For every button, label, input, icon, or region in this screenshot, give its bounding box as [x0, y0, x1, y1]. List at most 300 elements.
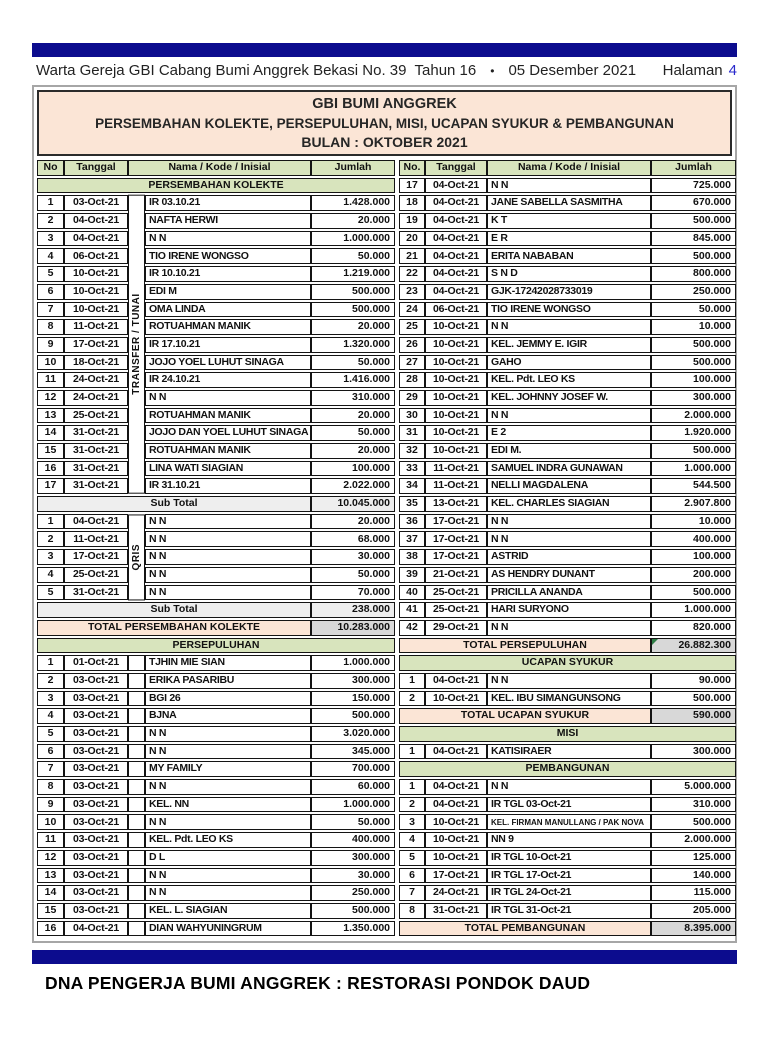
total-persepuluhan-label: TOTAL PERSEPULUHAN [399, 638, 651, 654]
row-name: DIAN WAHYUNINGRUM [145, 921, 311, 937]
col-header-no: No. [399, 160, 425, 176]
church-name: GBI BUMI ANGGREK [312, 96, 457, 112]
row-name: IR 17.10.21 [145, 337, 311, 353]
row-name: KEL. IBU SIMANGUNSONG [487, 691, 651, 707]
row-date: 31-Oct-21 [64, 585, 128, 601]
row-no: 39 [399, 567, 425, 583]
row-name: S N D [487, 266, 651, 282]
page-label: Halaman [662, 62, 723, 79]
row-date: 17-Oct-21 [425, 531, 487, 547]
col-header-jumlah: Jumlah [311, 160, 395, 176]
row-no: 6 [37, 744, 64, 760]
row-date: 04-Oct-21 [425, 231, 487, 247]
row-date: 04-Oct-21 [425, 779, 487, 795]
col-header-tanggal: Tanggal [425, 160, 487, 176]
row-name: KATISIRAER [487, 744, 651, 760]
row-no: 1 [399, 779, 425, 795]
row-name: EDI M. [487, 443, 651, 459]
total-ucapan-syukur-label: TOTAL UCAPAN SYUKUR [399, 708, 651, 724]
total-row [399, 921, 736, 937]
row-no: 1 [37, 514, 64, 530]
spacer-cell [128, 903, 145, 919]
row-amount: 90.000 [651, 673, 736, 689]
row-no: 17 [37, 478, 64, 494]
total-row [37, 620, 395, 636]
row-amount: 500.000 [651, 814, 736, 830]
row-no: 10 [37, 814, 64, 830]
report-title-block [37, 90, 732, 156]
row-no: 2 [399, 797, 425, 813]
table-row [37, 425, 395, 441]
table-row [399, 248, 736, 264]
spacer-cell [128, 691, 145, 707]
row-no: 14 [37, 425, 64, 441]
report-frame [32, 85, 737, 943]
row-date: 11-Oct-21 [425, 461, 487, 477]
row-amount: 500.000 [651, 337, 736, 353]
row-amount: 500.000 [651, 443, 736, 459]
row-date: 06-Oct-21 [425, 302, 487, 318]
row-amount: 250.000 [311, 885, 395, 901]
row-amount: 1.000.000 [651, 461, 736, 477]
total-kolekte-value: 10.283.000 [311, 620, 395, 636]
row-no: 16 [37, 921, 64, 937]
row-date: 04-Oct-21 [425, 673, 487, 689]
row-amount: 1.000.000 [311, 231, 395, 247]
row-name: N N [145, 585, 311, 601]
bottom-navy-bar [32, 950, 737, 964]
row-amount: 300.000 [651, 744, 736, 760]
row-date: 03-Oct-21 [64, 814, 128, 830]
row-amount: 544.500 [651, 478, 736, 494]
row-name: BJNA [145, 708, 311, 724]
row-amount: 200.000 [651, 567, 736, 583]
table-row [399, 797, 736, 813]
table-row [37, 655, 395, 671]
table-row [399, 319, 736, 335]
row-amount: 500.000 [651, 355, 736, 371]
row-date: 01-Oct-21 [64, 655, 128, 671]
row-no: 4 [37, 248, 64, 264]
row-no: 11 [37, 372, 64, 388]
table-row [399, 885, 736, 901]
row-amount: 5.000.000 [651, 779, 736, 795]
row-amount: 100.000 [311, 461, 395, 477]
table-row [37, 567, 395, 583]
section-header-pembangunan: PEMBANGUNAN [399, 761, 736, 777]
row-name: LINA WATI SIAGIAN [145, 461, 311, 477]
row-amount: 30.000 [311, 549, 395, 565]
row-name: ERIKA PASARIBU [145, 673, 311, 689]
row-amount: 700.000 [311, 761, 395, 777]
table-row [399, 514, 736, 530]
table-row [399, 868, 736, 884]
row-name: ROTUAHMAN MANIK [145, 443, 311, 459]
table-row [399, 408, 736, 424]
row-no: 16 [37, 461, 64, 477]
row-amount: 1.350.000 [311, 921, 395, 937]
row-amount: 10.000 [651, 319, 736, 335]
row-date: 03-Oct-21 [64, 779, 128, 795]
section-row [399, 761, 736, 777]
section-row [399, 726, 736, 742]
row-no: 15 [37, 903, 64, 919]
row-no: 3 [37, 231, 64, 247]
row-amount: 820.000 [651, 620, 736, 636]
row-date: 10-Oct-21 [64, 266, 128, 282]
table-row [399, 461, 736, 477]
row-amount: 500.000 [651, 213, 736, 229]
row-no: 40 [399, 585, 425, 601]
row-name: IR 10.10.21 [145, 266, 311, 282]
row-no: 2 [399, 691, 425, 707]
total-ucapan-syukur-value: 590.000 [651, 708, 736, 724]
row-date: 10-Oct-21 [64, 284, 128, 300]
row-name: NAFTA HERWI [145, 213, 311, 229]
row-no: 11 [37, 832, 64, 848]
table-row [37, 443, 395, 459]
table-row [399, 814, 736, 830]
row-amount: 125.000 [651, 850, 736, 866]
row-amount: 1.920.000 [651, 425, 736, 441]
table-row [37, 832, 395, 848]
row-amount: 2.022.000 [311, 478, 395, 494]
table-row [37, 761, 395, 777]
row-name: IR 03.10.21 [145, 195, 311, 211]
subtotal-value: 10.045.000 [311, 496, 395, 512]
row-no: 36 [399, 514, 425, 530]
spacer-cell [128, 814, 145, 830]
spacer-cell [128, 832, 145, 848]
row-name: N N [487, 408, 651, 424]
row-no: 12 [37, 390, 64, 406]
row-no: 34 [399, 478, 425, 494]
subtotal-row [37, 602, 395, 618]
row-no: 9 [37, 797, 64, 813]
row-date: 04-Oct-21 [425, 213, 487, 229]
table-row [399, 549, 736, 565]
row-no: 2 [37, 531, 64, 547]
row-date: 10-Oct-21 [425, 355, 487, 371]
row-name: TIO IRENE WONGSO [145, 248, 311, 264]
row-amount: 20.000 [311, 319, 395, 335]
table-row [399, 284, 736, 300]
table-row [37, 284, 395, 300]
tables-container [37, 158, 732, 938]
col-header-no: No [37, 160, 64, 176]
table-row [37, 850, 395, 866]
row-name: IR 31.10.21 [145, 478, 311, 494]
row-date: 03-Oct-21 [64, 726, 128, 742]
row-no: 8 [37, 319, 64, 335]
row-date: 21-Oct-21 [425, 567, 487, 583]
row-name: ROTUAHMAN MANIK [145, 408, 311, 424]
row-no: 29 [399, 390, 425, 406]
row-no: 4 [37, 708, 64, 724]
row-date: 10-Oct-21 [425, 832, 487, 848]
table-row [399, 832, 736, 848]
table-row [37, 885, 395, 901]
row-name: N N [487, 319, 651, 335]
table-row [37, 903, 395, 919]
row-name: KEL. CHARLES SIAGIAN [487, 496, 651, 512]
row-date: 10-Oct-21 [425, 850, 487, 866]
table-row [37, 797, 395, 813]
row-date: 03-Oct-21 [64, 691, 128, 707]
row-date: 24-Oct-21 [64, 390, 128, 406]
table-row [37, 585, 395, 601]
row-amount: 800.000 [651, 266, 736, 282]
row-date: 03-Oct-21 [64, 850, 128, 866]
row-date: 04-Oct-21 [425, 178, 487, 194]
row-name: KEL. Pdt. LEO KS [145, 832, 311, 848]
col-header-jumlah: Jumlah [651, 160, 736, 176]
row-name: N N [487, 673, 651, 689]
table-row [37, 337, 395, 353]
table-row [399, 585, 736, 601]
row-date: 03-Oct-21 [64, 708, 128, 724]
table-row [399, 602, 736, 618]
row-date: 10-Oct-21 [425, 390, 487, 406]
row-amount: 310.000 [311, 390, 395, 406]
row-name: ASTRID [487, 549, 651, 565]
table-row [37, 461, 395, 477]
row-no: 7 [399, 885, 425, 901]
table-row [37, 691, 395, 707]
row-name: IR TGL 31-Oct-21 [487, 903, 651, 919]
row-amount: 300.000 [651, 390, 736, 406]
row-no: 10 [37, 355, 64, 371]
subtotal-value: 238.000 [311, 602, 395, 618]
row-no: 1 [399, 673, 425, 689]
table-row [37, 319, 395, 335]
row-date: 04-Oct-21 [64, 514, 128, 530]
row-date: 10-Oct-21 [425, 319, 487, 335]
row-amount: 310.000 [651, 797, 736, 813]
row-amount: 1.428.000 [311, 195, 395, 211]
row-date: 03-Oct-21 [64, 761, 128, 777]
row-no: 5 [37, 266, 64, 282]
table-row [399, 691, 736, 707]
row-amount: 1.219.000 [311, 266, 395, 282]
table-row [37, 266, 395, 282]
row-date: 10-Oct-21 [425, 814, 487, 830]
row-no: 13 [37, 868, 64, 884]
row-date: 31-Oct-21 [64, 425, 128, 441]
row-amount: 1.416.000 [311, 372, 395, 388]
row-no: 30 [399, 408, 425, 424]
table-row [37, 549, 395, 565]
spacer-cell [128, 779, 145, 795]
row-no: 37 [399, 531, 425, 547]
table-row [37, 213, 395, 229]
row-date: 17-Oct-21 [64, 337, 128, 353]
spacer-cell [128, 850, 145, 866]
row-name: HARI SURYONO [487, 602, 651, 618]
table-row [399, 355, 736, 371]
row-name: IR TGL 24-Oct-21 [487, 885, 651, 901]
row-name: N N [145, 231, 311, 247]
row-amount: 2.000.000 [651, 408, 736, 424]
row-name: KEL. JOHNNY JOSEF W. [487, 390, 651, 406]
row-name: IR TGL 03-Oct-21 [487, 797, 651, 813]
row-amount: 100.000 [651, 549, 736, 565]
col-header-tanggal: Tanggal [64, 160, 128, 176]
row-name: E R [487, 231, 651, 247]
col-header-nama: Nama / Kode / Inisial [487, 160, 651, 176]
offerings-table-right [399, 158, 736, 938]
row-no: 23 [399, 284, 425, 300]
table-row [37, 372, 395, 388]
row-date: 17-Oct-21 [425, 549, 487, 565]
row-date: 11-Oct-21 [425, 478, 487, 494]
subtotal-row [37, 496, 395, 512]
table-row [399, 779, 736, 795]
row-date: 03-Oct-21 [64, 885, 128, 901]
row-name: N N [487, 620, 651, 636]
table-row [37, 355, 395, 371]
subtotal-label: Sub Total [37, 602, 311, 618]
row-date: 25-Oct-21 [425, 602, 487, 618]
row-amount: 20.000 [311, 443, 395, 459]
row-date: 11-Oct-21 [64, 531, 128, 547]
table-row [399, 337, 736, 353]
row-no: 7 [37, 761, 64, 777]
table-row [399, 620, 736, 636]
row-no: 28 [399, 372, 425, 388]
row-name: N N [145, 814, 311, 830]
row-name: N N [145, 885, 311, 901]
row-date: 18-Oct-21 [64, 355, 128, 371]
row-amount: 50.000 [311, 355, 395, 371]
row-no: 17 [399, 178, 425, 194]
row-date: 03-Oct-21 [64, 744, 128, 760]
row-no: 22 [399, 266, 425, 282]
table-row [399, 302, 736, 318]
row-amount: 500.000 [651, 691, 736, 707]
table-row [399, 673, 736, 689]
row-no: 8 [37, 779, 64, 795]
row-amount: 60.000 [311, 779, 395, 795]
row-no: 2 [37, 673, 64, 689]
row-amount: 1.000.000 [651, 602, 736, 618]
table-row [37, 708, 395, 724]
row-no: 32 [399, 443, 425, 459]
row-amount: 725.000 [651, 178, 736, 194]
table-row [399, 372, 736, 388]
row-name: N N [145, 868, 311, 884]
row-amount: 1.320.000 [311, 337, 395, 353]
row-name: N N [487, 514, 651, 530]
report-subtitle: PERSEMBAHAN KOLEKTE, PERSEPULUHAN, MISI, UCAPAN SYUKUR & PEMBANGUNAN [95, 116, 674, 131]
table-row [37, 302, 395, 318]
row-date: 04-Oct-21 [425, 266, 487, 282]
row-name: N N [145, 531, 311, 547]
row-amount: 115.000 [651, 885, 736, 901]
row-name: N N [145, 390, 311, 406]
row-date: 17-Oct-21 [425, 868, 487, 884]
row-name: KEL. JEMMY E. IGIR [487, 337, 651, 353]
table-row [399, 443, 736, 459]
table-row [37, 408, 395, 424]
row-no: 14 [37, 885, 64, 901]
row-name: N N [145, 567, 311, 583]
row-no: 41 [399, 602, 425, 618]
row-date: 25-Oct-21 [64, 408, 128, 424]
table-row [399, 496, 736, 512]
row-name: KEL. NN [145, 797, 311, 813]
total-persepuluhan-value: 26.882.300 [651, 638, 736, 654]
row-name: IR TGL 17-Oct-21 [487, 868, 651, 884]
row-amount: 20.000 [311, 408, 395, 424]
row-date: 10-Oct-21 [64, 302, 128, 318]
table-row [37, 779, 395, 795]
row-name: GJK-17242028733019 [487, 284, 651, 300]
table-row [399, 531, 736, 547]
table-row [37, 231, 395, 247]
spacer-cell [128, 673, 145, 689]
row-amount: 50.000 [311, 425, 395, 441]
spacer-cell [128, 655, 145, 671]
row-no: 21 [399, 248, 425, 264]
row-name: SAMUEL INDRA GUNAWAN [487, 461, 651, 477]
table-row [37, 514, 395, 530]
row-name: PRICILLA ANANDA [487, 585, 651, 601]
row-amount: 2.907.800 [651, 496, 736, 512]
row-amount: 20.000 [311, 213, 395, 229]
section-header-persepuluhan: PERSEPULUHAN [37, 638, 395, 654]
row-amount: 845.000 [651, 231, 736, 247]
table-row [399, 425, 736, 441]
row-amount: 400.000 [651, 531, 736, 547]
total-pembangunan-label: TOTAL PEMBANGUNAN [399, 921, 651, 937]
row-no: 38 [399, 549, 425, 565]
row-name: IR 24.10.21 [145, 372, 311, 388]
row-date: 29-Oct-21 [425, 620, 487, 636]
row-name: ROTUAHMAN MANIK [145, 319, 311, 335]
row-date: 10-Oct-21 [425, 337, 487, 353]
section-row [399, 655, 736, 671]
row-date: 06-Oct-21 [64, 248, 128, 264]
row-date: 03-Oct-21 [64, 903, 128, 919]
row-no: 25 [399, 319, 425, 335]
table-row [399, 390, 736, 406]
row-name: TJHIN MIE SIAN [145, 655, 311, 671]
row-no: 8 [399, 903, 425, 919]
row-name: EDI M [145, 284, 311, 300]
spacer-cell [128, 761, 145, 777]
row-name: JANE SABELLA SASMITHA [487, 195, 651, 211]
row-date: 31-Oct-21 [425, 903, 487, 919]
total-kolekte-label: TOTAL PERSEMBAHAN KOLEKTE [37, 620, 311, 636]
top-navy-bar [32, 43, 737, 57]
total-row [399, 708, 736, 724]
row-amount: 30.000 [311, 868, 395, 884]
section-row [37, 638, 395, 654]
row-amount: 500.000 [311, 903, 395, 919]
row-amount: 100.000 [651, 372, 736, 388]
row-amount: 50.000 [311, 248, 395, 264]
spacer-cell [128, 726, 145, 742]
row-no: 42 [399, 620, 425, 636]
row-amount: 400.000 [311, 832, 395, 848]
row-amount: 345.000 [311, 744, 395, 760]
row-name: N N [145, 514, 311, 530]
spacer-cell [128, 921, 145, 937]
row-no: 18 [399, 195, 425, 211]
row-no: 2 [37, 213, 64, 229]
row-amount: 20.000 [311, 514, 395, 530]
